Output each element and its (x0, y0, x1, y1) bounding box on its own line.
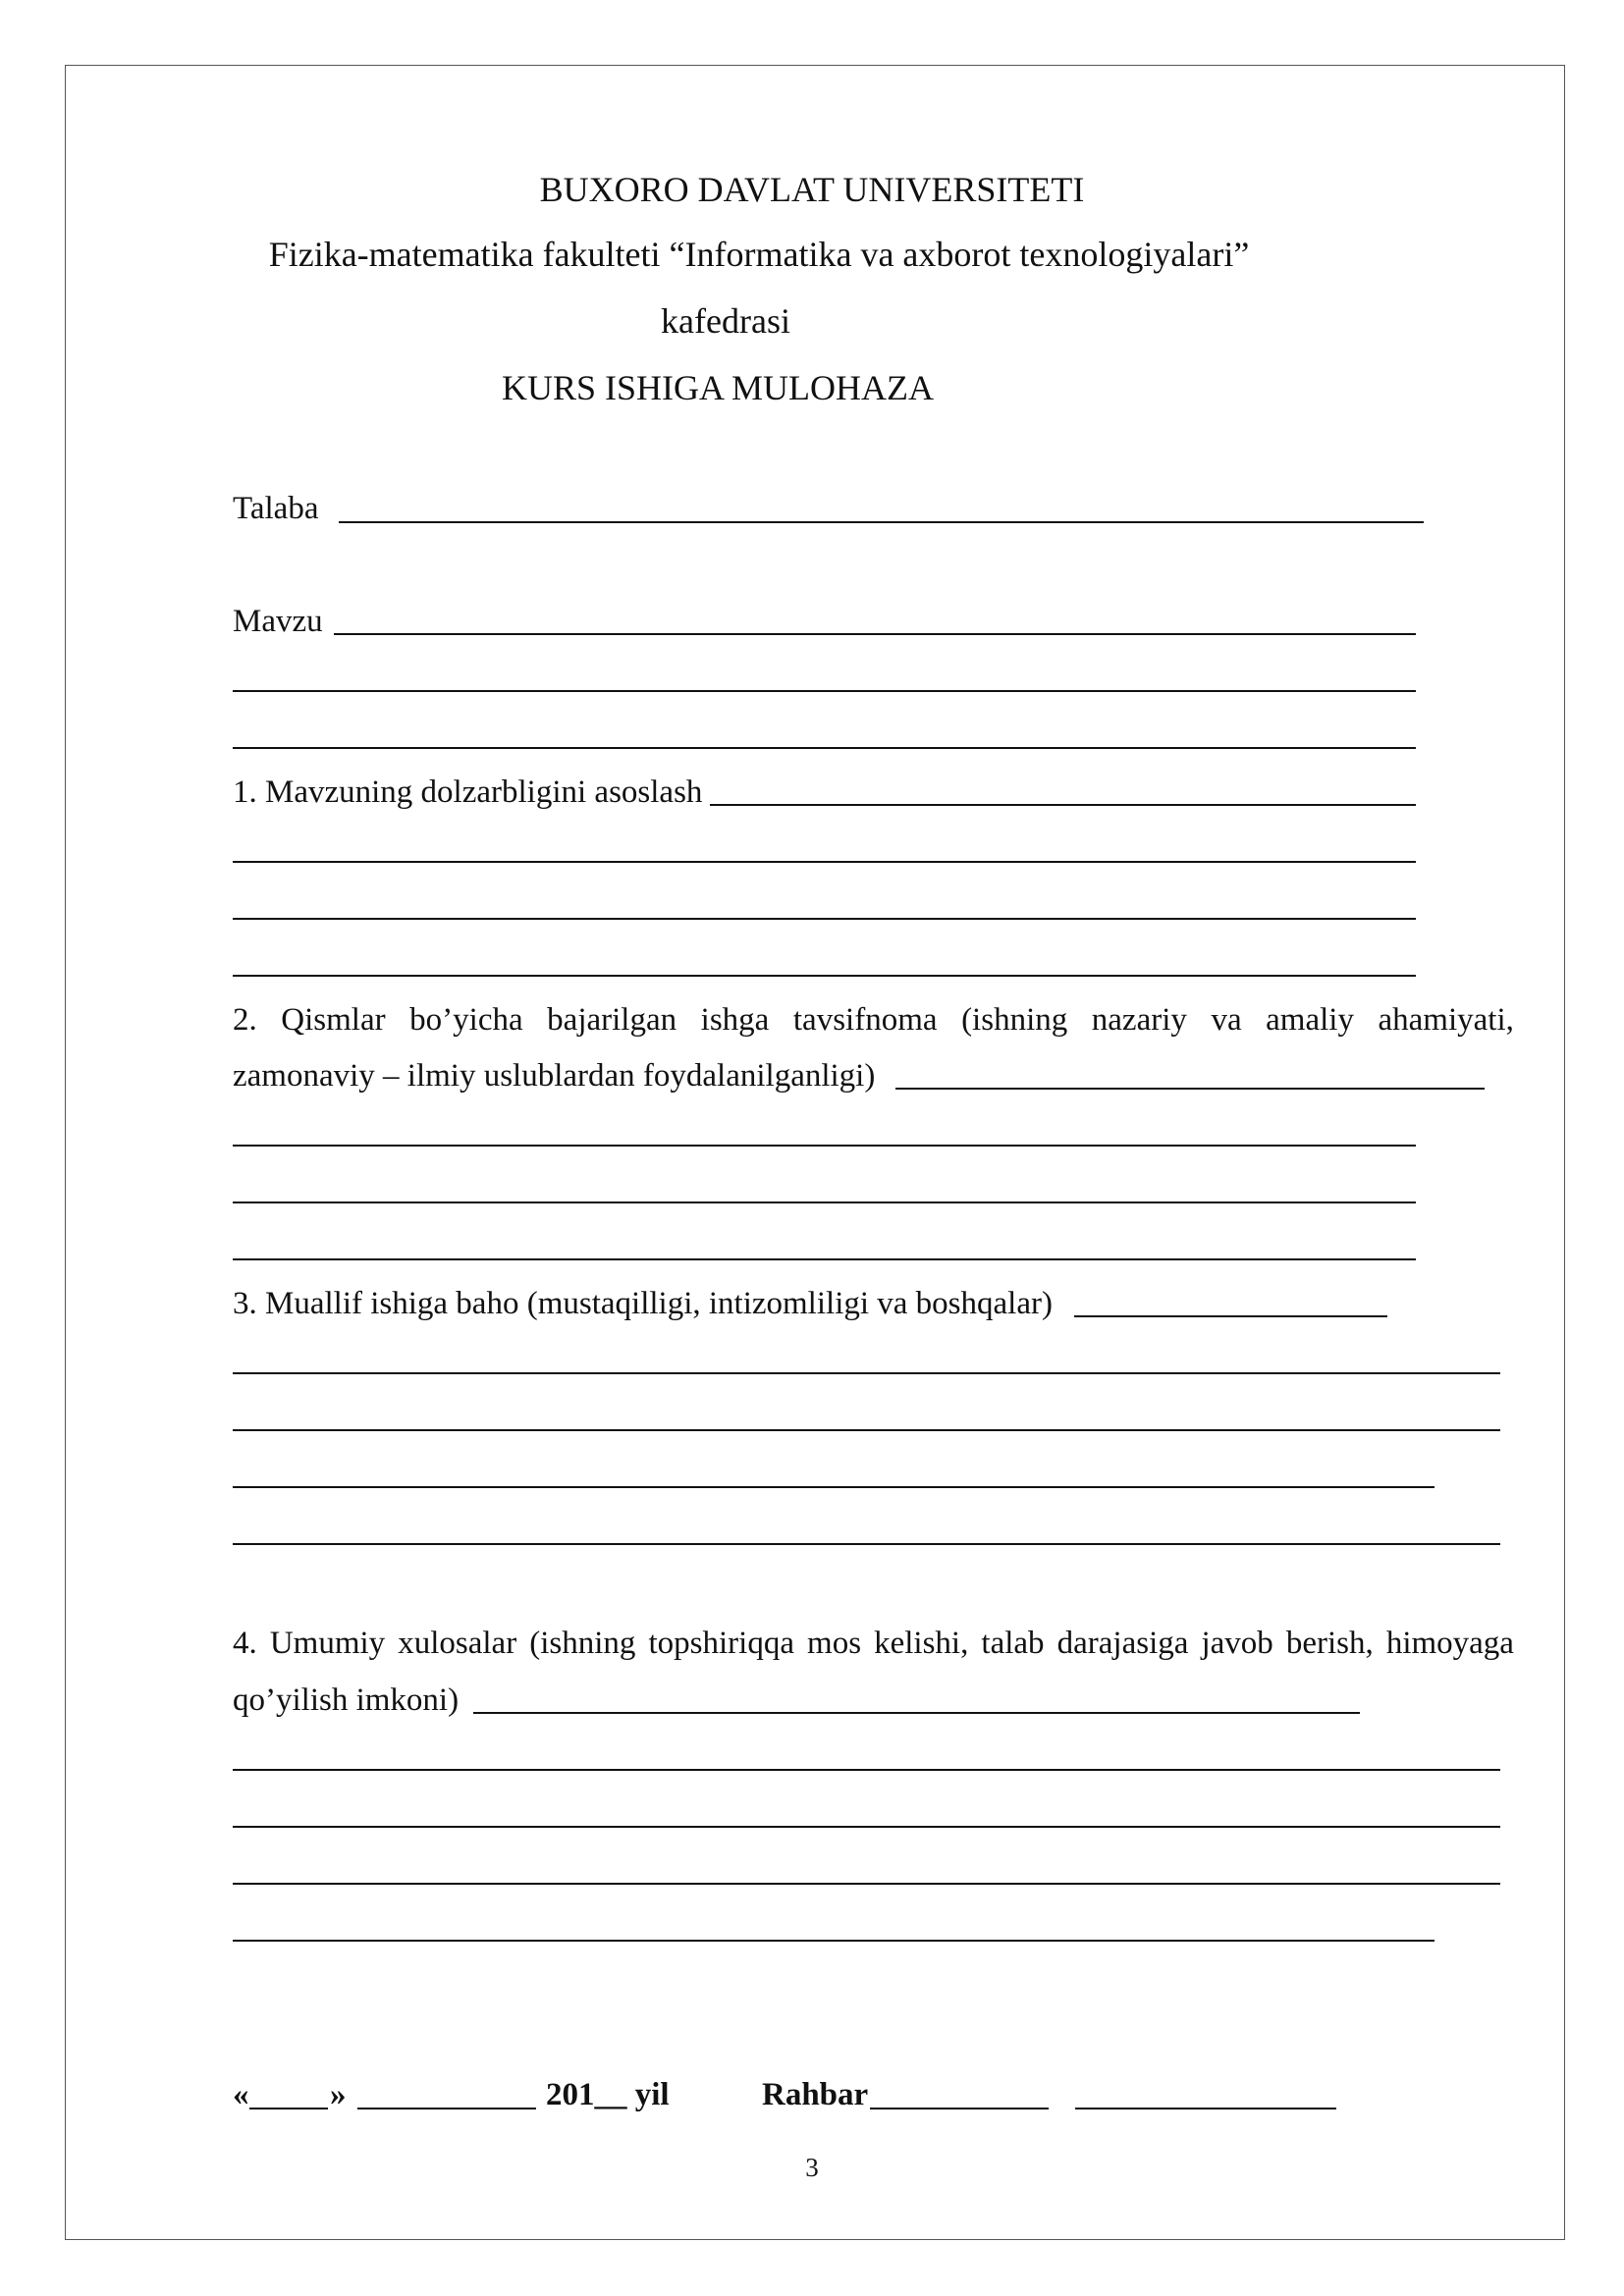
supervisor-label: Rahbar (762, 2077, 869, 2112)
section-2-input-line[interactable] (233, 1201, 1416, 1203)
section-2-label-cont: zamonaviy – ilmiy uslublardan foydalanilganligi) (233, 1058, 876, 1094)
topic-input-line[interactable] (233, 690, 1416, 692)
section-1-input-line[interactable] (710, 804, 1416, 806)
section-3-input-line[interactable] (233, 1486, 1435, 1488)
section-2-input-line[interactable] (233, 1258, 1416, 1260)
faculty-line: Fizika-matematika fakulteti “Informatika va axborot texnologiyalari” (268, 235, 1250, 274)
section-4-input-line[interactable] (233, 1769, 1500, 1771)
topic-input-line[interactable] (233, 747, 1416, 749)
department-line: kafedrasi (661, 301, 790, 341)
section-4-label: 4. Umumiy xulosalar (ishning topshiriqqa mos kelishi, talab darajasiga javob berish, himoyaga (233, 1626, 1514, 1661)
page-number: 3 (805, 2153, 819, 2182)
date-quote-close: » (330, 2077, 347, 2112)
date-quote-open: « (233, 2077, 249, 2112)
student-input-line[interactable] (339, 521, 1424, 523)
day-input-line[interactable] (249, 2108, 328, 2109)
topic-input-line[interactable] (334, 633, 1416, 635)
section-4-label-cont: qo’yilish imkoni) (233, 1682, 460, 1718)
supervisor-signature-line[interactable] (870, 2108, 1049, 2109)
section-1-input-line[interactable] (233, 861, 1416, 863)
supervisor-name-line[interactable] (1075, 2108, 1336, 2109)
section-3-label: 3. Muallif ishiga baho (mustaqilligi, intizomliligi va boshqalar) (233, 1286, 1053, 1321)
university-name: BUXORO DAVLAT UNIVERSITETI (539, 170, 1085, 209)
topic-label: Mavzu (233, 604, 323, 639)
section-1-label: 1. Mavzuning dolzarbligini asoslash (233, 774, 703, 810)
year-label: 201__ yil (546, 2077, 670, 2112)
section-3-input-line[interactable] (233, 1543, 1500, 1545)
section-4-input-line[interactable] (233, 1883, 1500, 1885)
section-4-input-line[interactable] (473, 1712, 1360, 1714)
section-1-input-line[interactable] (233, 918, 1416, 920)
form-title: KURS ISHIGA MULOHAZA (501, 368, 934, 407)
student-label: Talaba (233, 491, 319, 526)
section-2-input-line[interactable] (233, 1145, 1416, 1147)
section-3-input-line[interactable] (233, 1372, 1500, 1374)
section-2-input-line[interactable] (895, 1088, 1485, 1090)
section-3-input-line[interactable] (1074, 1315, 1387, 1317)
section-1-input-line[interactable] (233, 975, 1416, 977)
section-2-label: 2. Qismlar bo’yicha bajarilgan ishga tavsifnoma (ishning nazariy va amaliy ahamiyati, (233, 1002, 1514, 1038)
section-3-input-line[interactable] (233, 1429, 1500, 1431)
month-input-line[interactable] (357, 2108, 536, 2109)
section-4-input-line[interactable] (233, 1940, 1435, 1942)
section-4-input-line[interactable] (233, 1826, 1500, 1828)
